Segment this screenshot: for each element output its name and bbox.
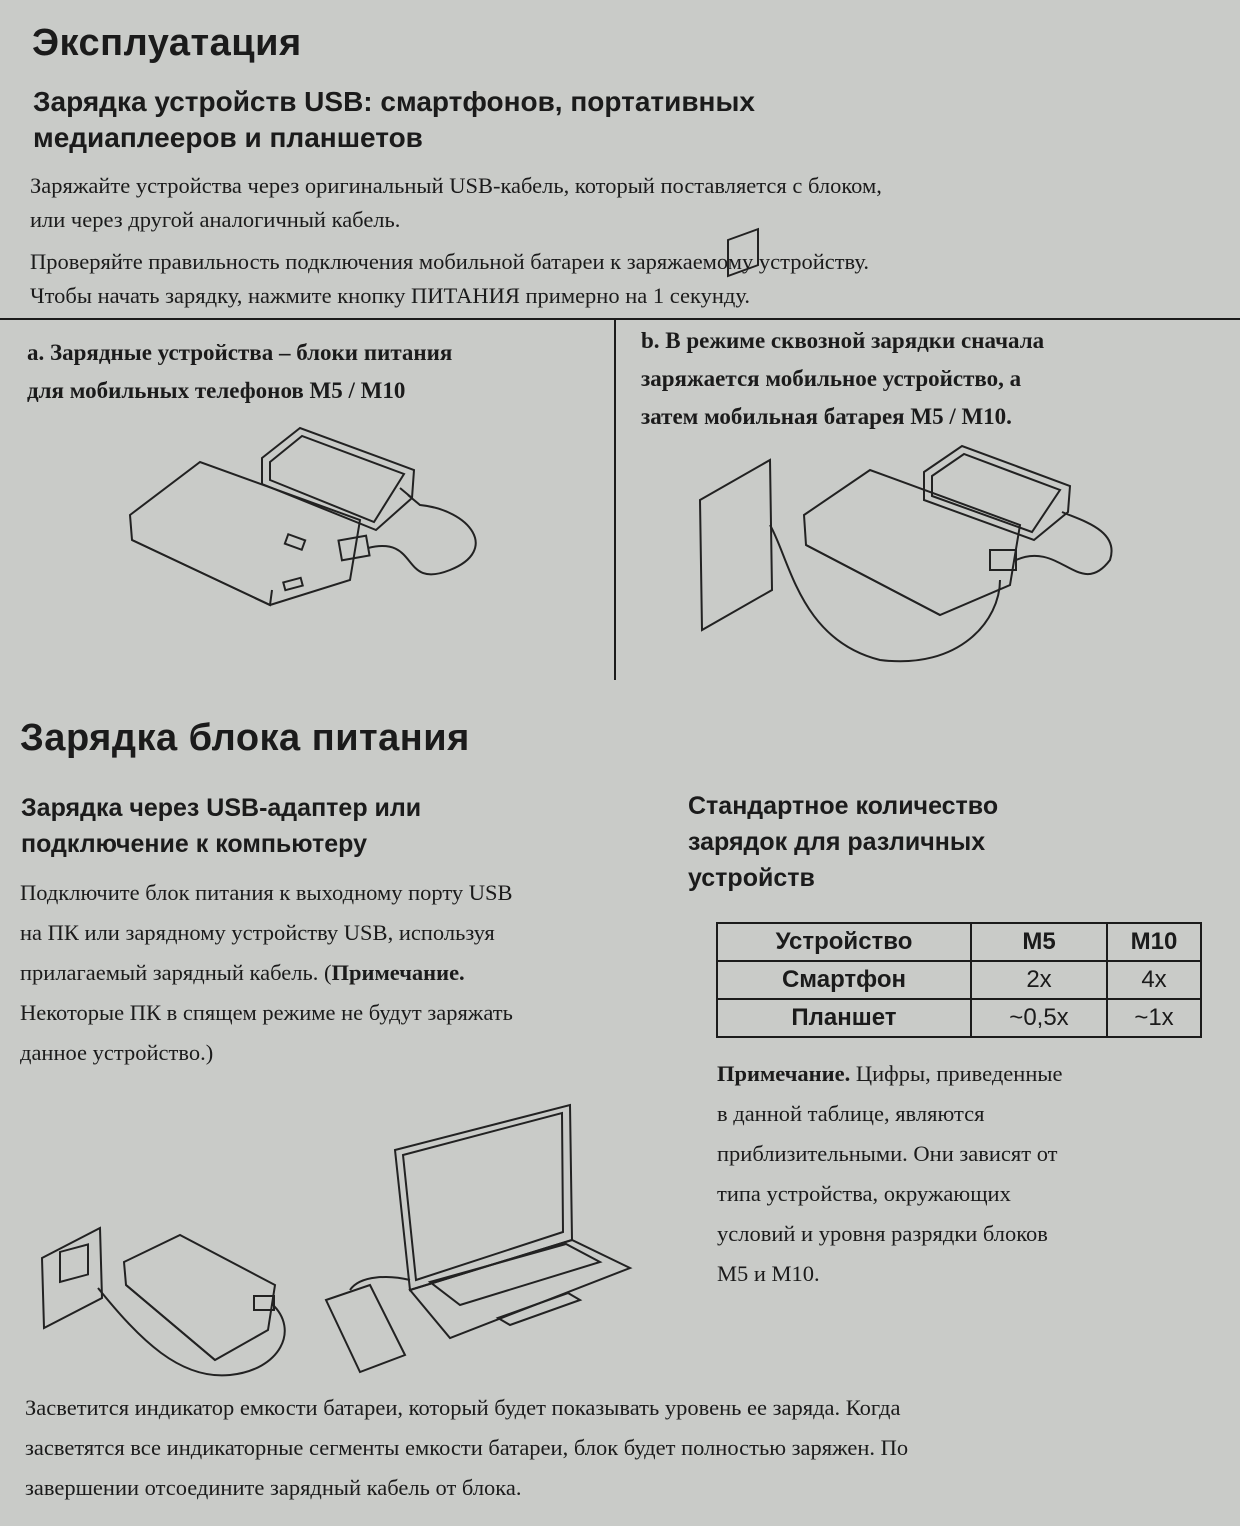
section-title-operation: Эксплуатация <box>32 22 302 64</box>
paragraph-line: завершении отсоедините зарядный кабель от блока. <box>25 1475 522 1500</box>
caption-line: затем мобильная батарея M5 / M10. <box>641 404 1012 429</box>
note-label: Примечание. <box>717 1061 851 1086</box>
table-cell: 2x <box>971 961 1107 999</box>
powerbank-icon <box>326 1285 405 1372</box>
caption-line: для мобильных телефонов M5 / M10 <box>27 378 406 403</box>
table-row-header: Планшет <box>717 999 971 1037</box>
note-line: приблизительными. Они зависят от <box>717 1141 1058 1166</box>
paragraph-line: Чтобы начать зарядку, нажмите кнопку ПИТАНИЯ примерно на 1 секунду. <box>30 283 750 308</box>
table-header-cell: M5 <box>971 923 1107 961</box>
caption-line: b. В режиме сквозной зарядки сначала <box>641 328 1045 353</box>
paragraph-line: Некоторые ПК в спящем режиме не будут заряжать <box>20 1000 513 1025</box>
paragraph-text: прилагаемый зарядный кабель. ( <box>20 960 332 985</box>
table-cell: ~1x <box>1107 999 1201 1037</box>
note-line: условий и уровня разрядки блоков <box>717 1221 1048 1246</box>
paragraph-line: Проверяйте правильность подключения мобильной батареи к заряжаемому устройству. <box>30 249 870 274</box>
subtitle-line: медиаплееров и планшетов <box>33 122 423 153</box>
table-cell: 4x <box>1107 961 1201 999</box>
table-row-header: Смартфон <box>717 961 971 999</box>
paragraph-line: Подключите блок питания к выходному порту USB <box>20 880 513 905</box>
table-cell: ~0,5x <box>971 999 1107 1037</box>
paragraph-line: засветятся все индикаторные сегменты емкости батареи, блок будет полностью заряжен. По <box>25 1435 909 1460</box>
heading-line: Стандартное количество <box>688 792 999 820</box>
caption-line: a. Зарядные устройства – блоки питания <box>27 340 453 365</box>
subtitle-line: Зарядка устройств USB: смартфонов, портативных <box>33 86 755 117</box>
paragraph-line: на ПК или зарядному устройству USB, используя <box>20 920 495 945</box>
footer-paragraph <box>25 1388 908 1508</box>
paragraph-line: или через другой аналогичный кабель. <box>30 207 401 232</box>
note-text: Цифры, приведенные <box>850 1061 1063 1086</box>
heading-line: зарядок для различных <box>688 828 986 856</box>
section-title-charging: Зарядка блока питания <box>20 717 470 759</box>
paragraph-line: данное устройство.) <box>20 1040 214 1065</box>
table-header-cell: M10 <box>1107 923 1201 961</box>
note-line: в данной таблице, являются <box>717 1101 985 1126</box>
note-label: Примечание. <box>331 960 465 985</box>
heading-line: Зарядка через USB-адаптер или <box>21 794 422 822</box>
note-line: типа устройства, окружающих <box>717 1181 1011 1206</box>
note-line: M5 и M10. <box>717 1261 820 1286</box>
caption-line: заряжается мобильное устройство, а <box>641 366 1022 391</box>
table-header-cell: Устройство <box>717 923 971 961</box>
heading-line: устройств <box>688 864 815 892</box>
paragraph-line: Заряжайте устройства через оригинальный USB-кабель, который поставляется с блоком, <box>30 173 882 198</box>
paragraph-line: Засветится индикатор емкости батареи, который будет показывать уровень ее заряда. Когда <box>25 1395 901 1420</box>
heading-line: подключение к компьютеру <box>21 830 368 858</box>
